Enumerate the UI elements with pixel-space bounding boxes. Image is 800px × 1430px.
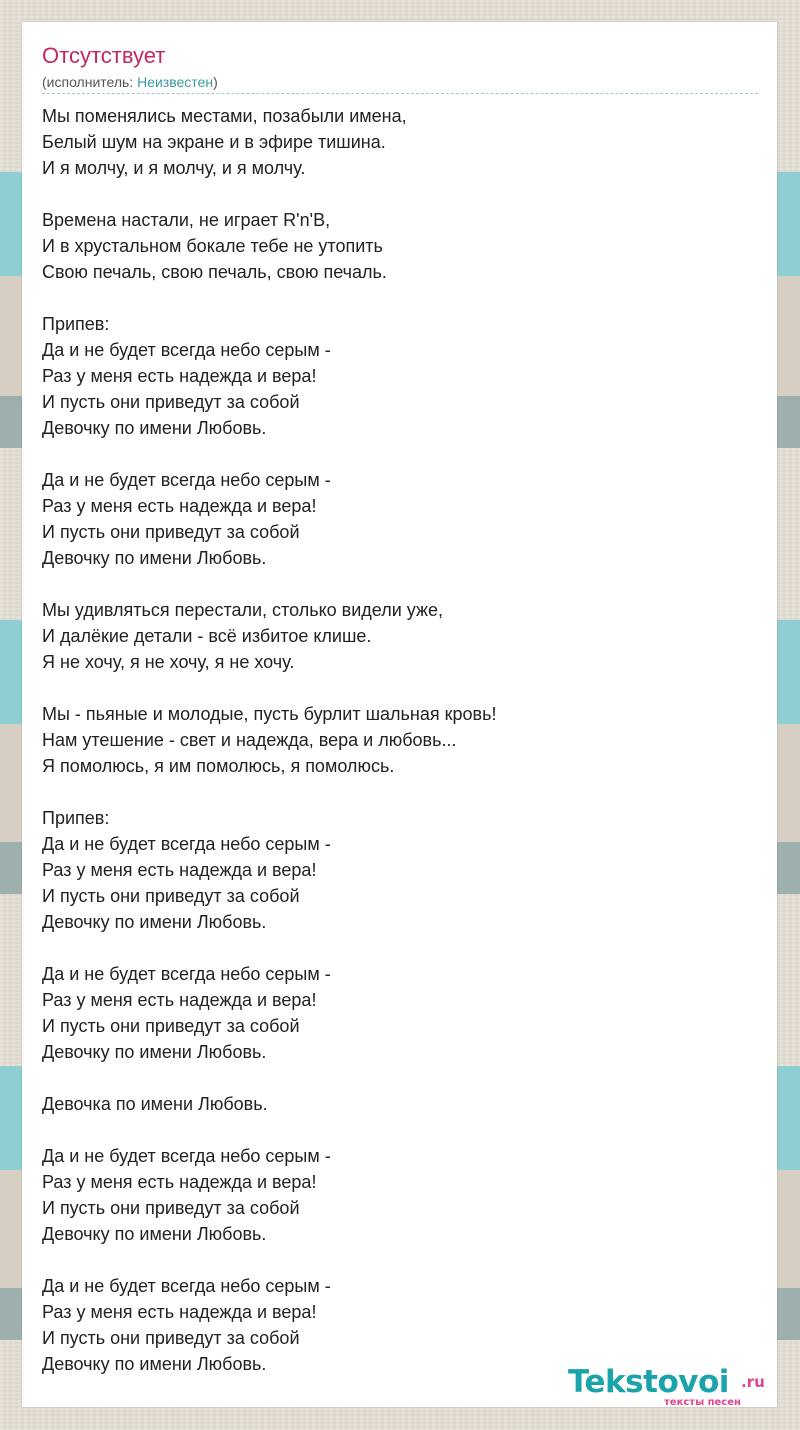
artist-link[interactable]: Неизвестен	[137, 74, 214, 90]
stanza-gap	[42, 1065, 496, 1091]
artist-suffix: )	[213, 74, 218, 90]
lyric-line: Раз у меня есть надежда и вера!	[42, 1172, 317, 1192]
lyric-line: Белый шум на экране и в эфире тишина.	[42, 132, 386, 152]
lyric-line: Времена настали, не играет R'n'B,	[42, 210, 331, 230]
lyric-line: Раз у меня есть надежда и вера!	[42, 496, 317, 516]
stanza-gap	[42, 1117, 496, 1143]
lyrics-text	[42, 103, 496, 1377]
lyric-line: Я не хочу, я не хочу, я не хочу.	[42, 652, 295, 672]
lyric-line: Мы поменялись местами, позабыли имена,	[42, 106, 407, 126]
lyric-line: И пусть они приведут за собой	[42, 1328, 300, 1348]
lyric-line: Припев:	[42, 314, 110, 334]
logo-tld: .ru	[741, 1373, 765, 1391]
stanza-gap	[42, 441, 496, 467]
stanza-gap	[42, 1247, 496, 1273]
lyric-line: И пусть они приведут за собой	[42, 1198, 300, 1218]
song-title: Отсутствует	[42, 43, 166, 68]
stanza-gap	[42, 779, 496, 805]
lyric-line: И пусть они приведут за собой	[42, 1016, 300, 1036]
lyric-line: Раз у меня есть надежда и вера!	[42, 860, 317, 880]
lyric-line: Мы удивляться перестали, столько видели уже,	[42, 600, 444, 620]
artist-line	[42, 73, 218, 91]
logo-name: Tekstovoi	[568, 1364, 729, 1400]
lyric-line: Девочку по имени Любовь.	[42, 1224, 267, 1244]
stanza-gap	[42, 181, 496, 207]
lyric-line: Нам утешение - свет и надежда, вера и любовь...	[42, 730, 457, 750]
site-logo[interactable]	[568, 1365, 778, 1407]
lyric-line: Да и не будет всегда небо серым -	[42, 834, 331, 854]
lyric-line: Да и не будет всегда небо серым -	[42, 340, 331, 360]
lyric-line: Девочку по имени Любовь.	[42, 1042, 267, 1062]
lyric-line: Девочку по имени Любовь.	[42, 548, 267, 568]
lyric-line: И пусть они приведут за собой	[42, 886, 300, 906]
lyric-line: И я молчу, и я молчу, и я молчу.	[42, 158, 306, 178]
lyric-line: Раз у меня есть надежда и вера!	[42, 366, 317, 386]
stanza-gap	[42, 285, 496, 311]
lyric-line: Я помолюсь, я им помолюсь, я помолюсь.	[42, 756, 395, 776]
lyric-line: Свою печаль, свою печаль, свою печаль.	[42, 262, 387, 282]
lyric-line: Девочку по имени Любовь.	[42, 912, 267, 932]
lyric-line: Да и не будет всегда небо серым -	[42, 470, 331, 490]
lyric-line: Да и не будет всегда небо серым -	[42, 1146, 331, 1166]
lyric-line: Раз у меня есть надежда и вера!	[42, 990, 317, 1010]
lyric-line: Девочку по имени Любовь.	[42, 418, 267, 438]
lyric-line: Да и не будет всегда небо серым -	[42, 964, 331, 984]
title-divider	[42, 93, 758, 94]
lyric-line: И пусть они приведут за собой	[42, 522, 300, 542]
lyric-line: Девочку по имени Любовь.	[42, 1354, 267, 1374]
lyric-line: Припев:	[42, 808, 110, 828]
stanza-gap	[42, 571, 496, 597]
lyric-line: Раз у меня есть надежда и вера!	[42, 1302, 317, 1322]
stanza-gap	[42, 675, 496, 701]
artist-prefix: (исполнитель:	[42, 74, 138, 90]
lyric-line: И в хрустальном бокале тебе не утопить	[42, 236, 383, 256]
lyric-line: Да и не будет всегда небо серым -	[42, 1276, 331, 1296]
lyric-line: Мы - пьяные и молодые, пусть бурлит шальная кровь!	[42, 704, 497, 724]
lyric-line: Девочка по имени Любовь.	[42, 1094, 268, 1114]
lyrics-card	[22, 22, 777, 1407]
lyric-line: И пусть они приведут за собой	[42, 392, 300, 412]
logo-tagline: тексты песен	[664, 1397, 741, 1408]
lyric-line: И далёкие детали - всё избитое клише.	[42, 626, 372, 646]
stanza-gap	[42, 935, 496, 961]
